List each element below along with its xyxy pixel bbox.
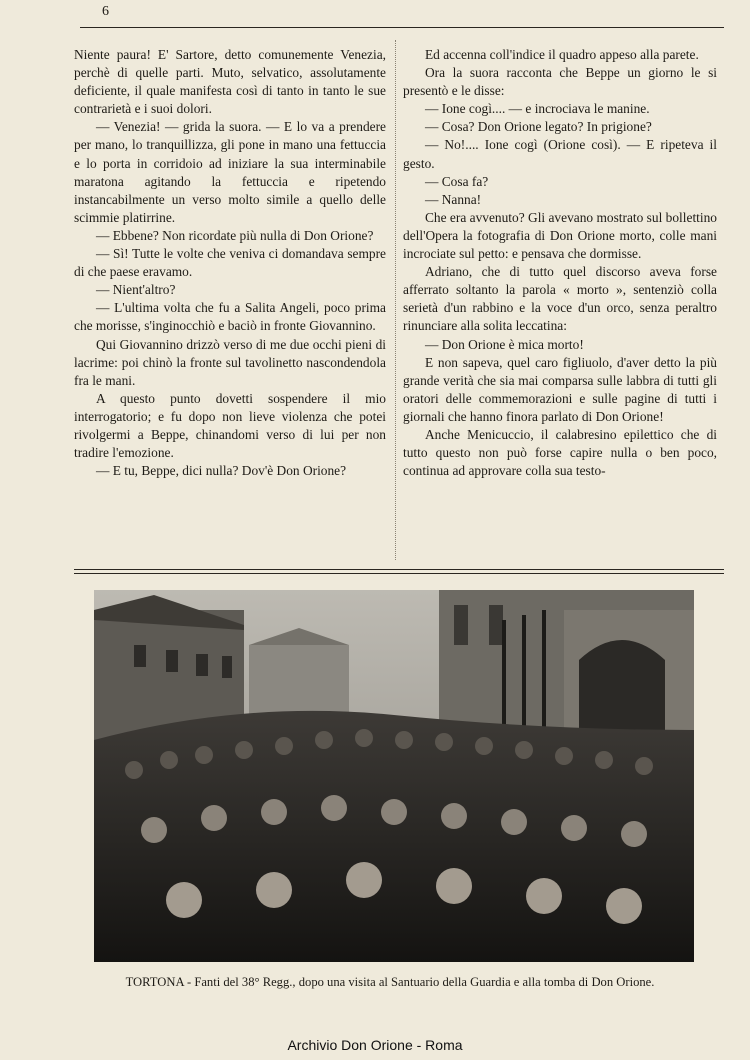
- paragraph: Ora la suora racconta che Beppe un giorno le si presentò e le disse:: [403, 65, 717, 99]
- paragraph: Ed accenna coll'indice il quadro appeso alla parete.: [425, 47, 699, 62]
- paragraph: — Don Orione è mica morto!: [425, 336, 584, 352]
- page-number: 6: [102, 4, 109, 19]
- paragraph: — Sì! Tutte le volte che veniva ci domandava sempre di che paese eravamo.: [74, 246, 386, 280]
- paragraph: Niente paura! E' Sartore, detto comunemente Venezia, perchè di quelle parti. Muto, selvatico, assolutamente deficiente, il quale manifesta così di tanto in tanto le sue contrarietà e i suoi dolori.: [74, 47, 386, 117]
- paragraph: — Ione cogì.... — e incrociava le manine.: [425, 101, 650, 117]
- paragraph: Che era avvenuto? Gli avevano mostrato sul bollettino dell'Opera la fotografia di Don Orione morto, colle mani incrociate sul petto: e pensava che dormisse.: [403, 209, 717, 262]
- paragraph: — Cosa fa?: [425, 173, 489, 189]
- right-column: [403, 46, 717, 480]
- paragraph: Anche Menicuccio, il calabresino epilettico che di tutto questo non può forse capire nulla o ben poco, continua ad approvare colla sua testo-: [403, 426, 717, 479]
- building-right: [439, 590, 694, 740]
- paragraph: — Venezia! — grida la suora. — E lo va a prendere per mano, lo tranquillizza, gli pone in mano una fettuccia e lo porta in corridoio ad iniziare la sua interminabile maratona agitando la fettuccia e ripetendo instancabilmente un verso molto simile a quello delle scimmie platirrine.: [74, 119, 386, 225]
- section-rule: [74, 569, 724, 570]
- paragraph: — Ebbene? Non ricordate più nulla di Don Orione?: [96, 227, 374, 243]
- top-rule: [80, 27, 724, 28]
- paragraph: E non sapeva, quel caro figliuolo, d'aver detto la più grande verità che sia mai comparsa sulle labbra di tutti gli oratori delle commemorazioni e sulle pagine di tutti i giornali che hanno finora parlato di Don Orione!: [403, 354, 717, 424]
- paragraph: — No!.... Ione cogì (Orione così). — E ripeteva il gesto.: [403, 137, 717, 171]
- photo-caption: TORTONA - Fanti del 38° Regg., dopo una visita al Santuario della Guardia e alla tomba di Don Orione.: [125, 975, 655, 989]
- paragraph: Adriano, che di tutto quel discorso aveva forse afferrato soltanto la parola « morto », sentenziò colla serietà d'un rabbino e la voce d'un orco, senza peraltro rinunciare alla solita leccatina:: [403, 264, 717, 334]
- paragraph: A questo punto dovetti sospendere il mio interrogatorio; e fu dopo non lieve violenza che potei rivolgermi a Beppe, chinandomi verso di lui per non tradire l'emozione.: [74, 390, 386, 461]
- crowd-photo: [94, 590, 694, 962]
- paragraph: Qui Giovannino drizzò verso di me due occhi pieni di lacrime: poi chinò la fronte sul tavolinetto nascondendola fra le mani.: [74, 336, 386, 388]
- archive-footer: Archivio Don Orione - Roma: [287, 1037, 463, 1053]
- paragraph: — L'ultima volta che fu a Salita Angeli, poco prima che morisse, s'inginocchiò e baciò in fronte Giovannino.: [74, 300, 386, 334]
- left-column: [74, 46, 386, 480]
- paragraph: — Nanna!: [425, 191, 482, 207]
- section-rule: [74, 573, 724, 574]
- column-divider: [395, 40, 396, 560]
- paragraph: — Cosa? Don Orione legato? In prigione?: [425, 119, 652, 135]
- paragraph: — E tu, Beppe, dici nulla? Dov'è Don Orione?: [96, 463, 347, 479]
- paragraph: — Nient'altro?: [96, 282, 176, 298]
